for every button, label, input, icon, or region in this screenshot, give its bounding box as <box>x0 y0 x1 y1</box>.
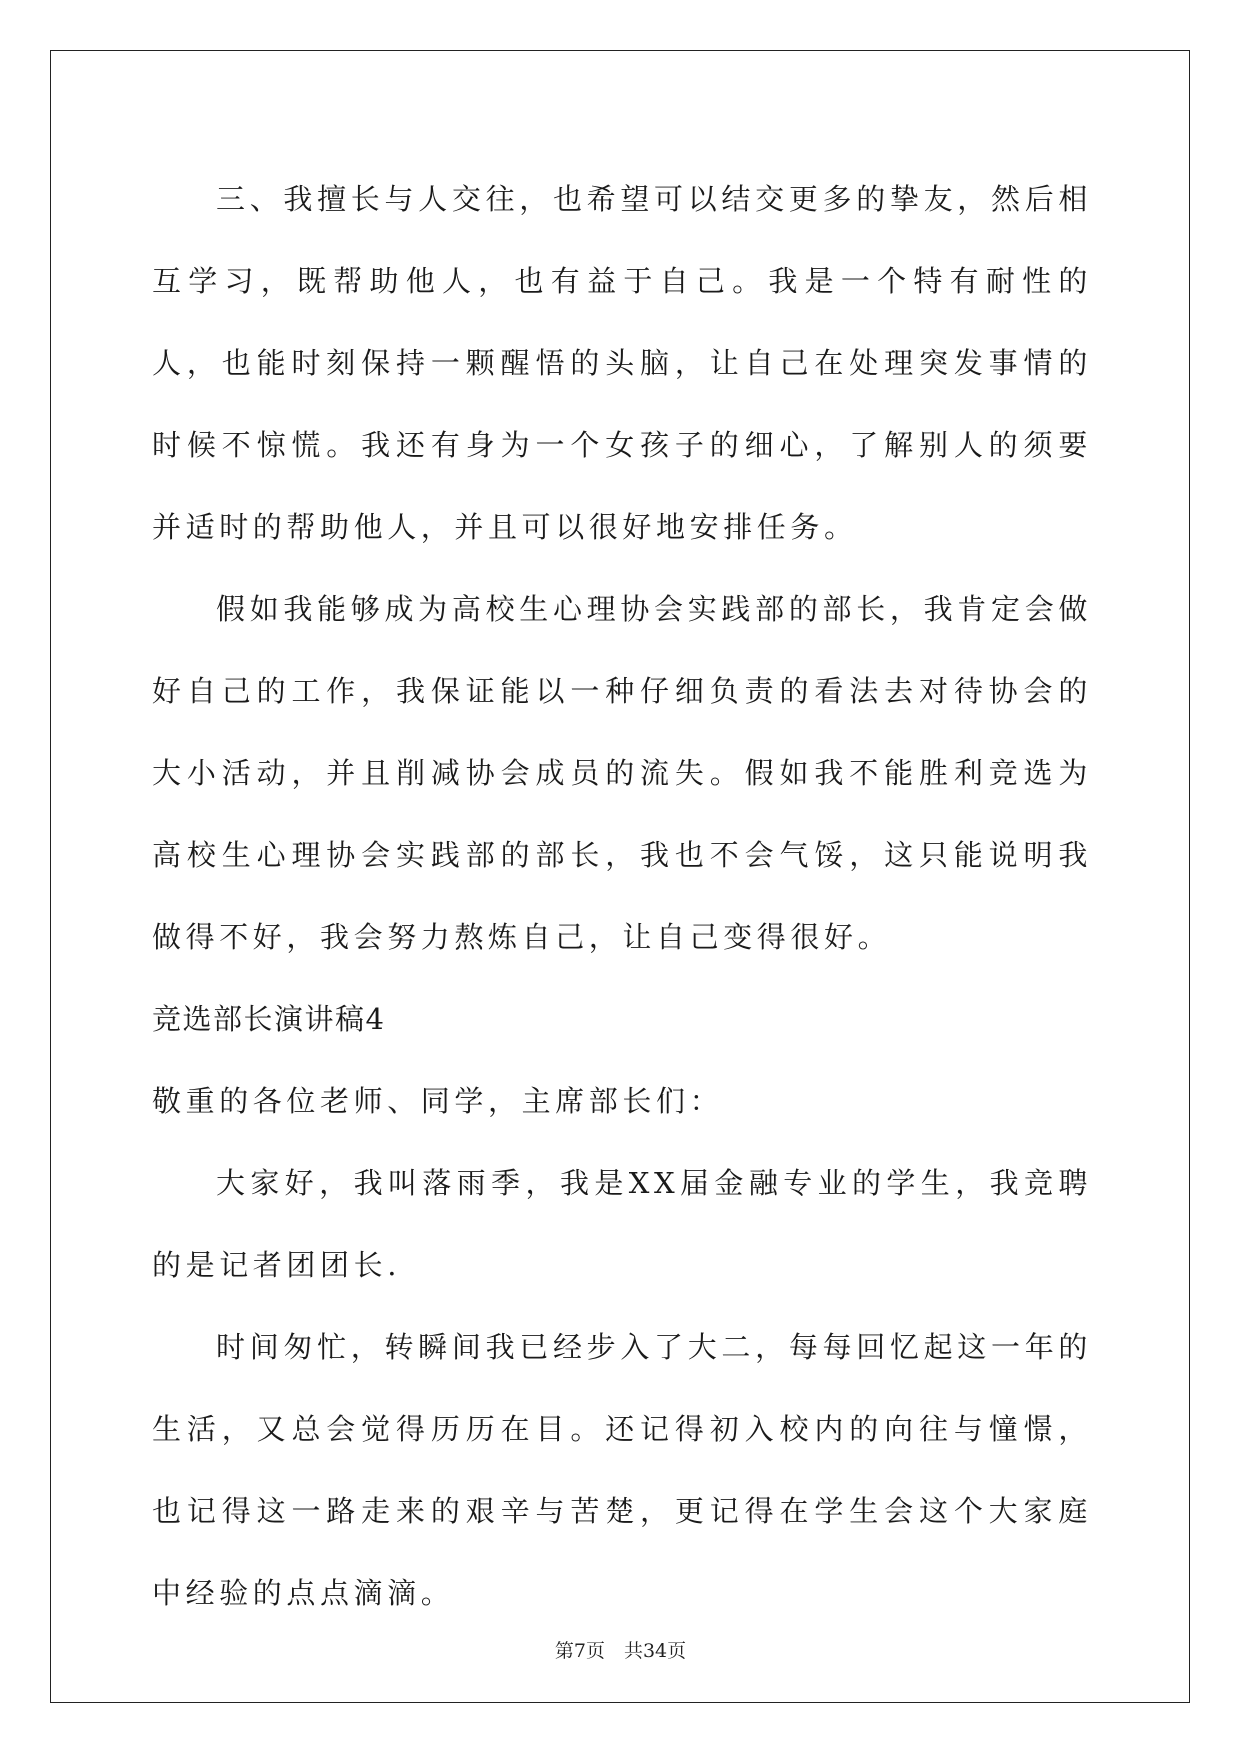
document-body <box>152 158 1092 1634</box>
page-number-footer: 第7页 共34页 <box>554 1640 687 1662</box>
salutation: 敬重的各位老师、同学，主席部长们： <box>152 1084 724 1118</box>
paragraph-commitment: 假如我能够成为高校生心理协会实践部的部长，我肯定会做好自己的工作，我保证能以一种仔细负责的看法去对待协会的大小活动，并且削减协会成员的流失。假如我不能胜利竞选为高校生心理协会实践部的部长，我也不会气馁，这只能说明我做得不好，我会努力熬炼自己，让自己变得很好。 <box>152 592 1092 954</box>
paragraph-self-introduction: 三、我擅长与人交往，也希望可以结交更多的挚友，然后相互学习，既帮助他人，也有益于自己。我是一个特有耐性的人，也能时刻保持一颗醒悟的头脑，让自己在处理突发事情的时候不惊慌。我还有身为一个女孩子的细心，了解别人的须要并适时的帮助他人，并且可以很好地安排任务。 <box>152 182 1092 544</box>
paragraph-greeting: 大家好，我叫落雨季，我是XX届金融专业的学生，我竞聘的是记者团团长. <box>152 1166 1092 1282</box>
paragraph-reflection: 时间匆忙，转瞬间我已经步入了大二，每每回忆起这一年的生活，又总会觉得历历在目。还记得初入校内的向往与憧憬，也记得这一路走来的艰辛与苦楚，更记得在学生会这个大家庭中经验的点点滴滴。 <box>152 1330 1092 1610</box>
section-heading: 竞选部长演讲稿4 <box>152 1002 386 1036</box>
